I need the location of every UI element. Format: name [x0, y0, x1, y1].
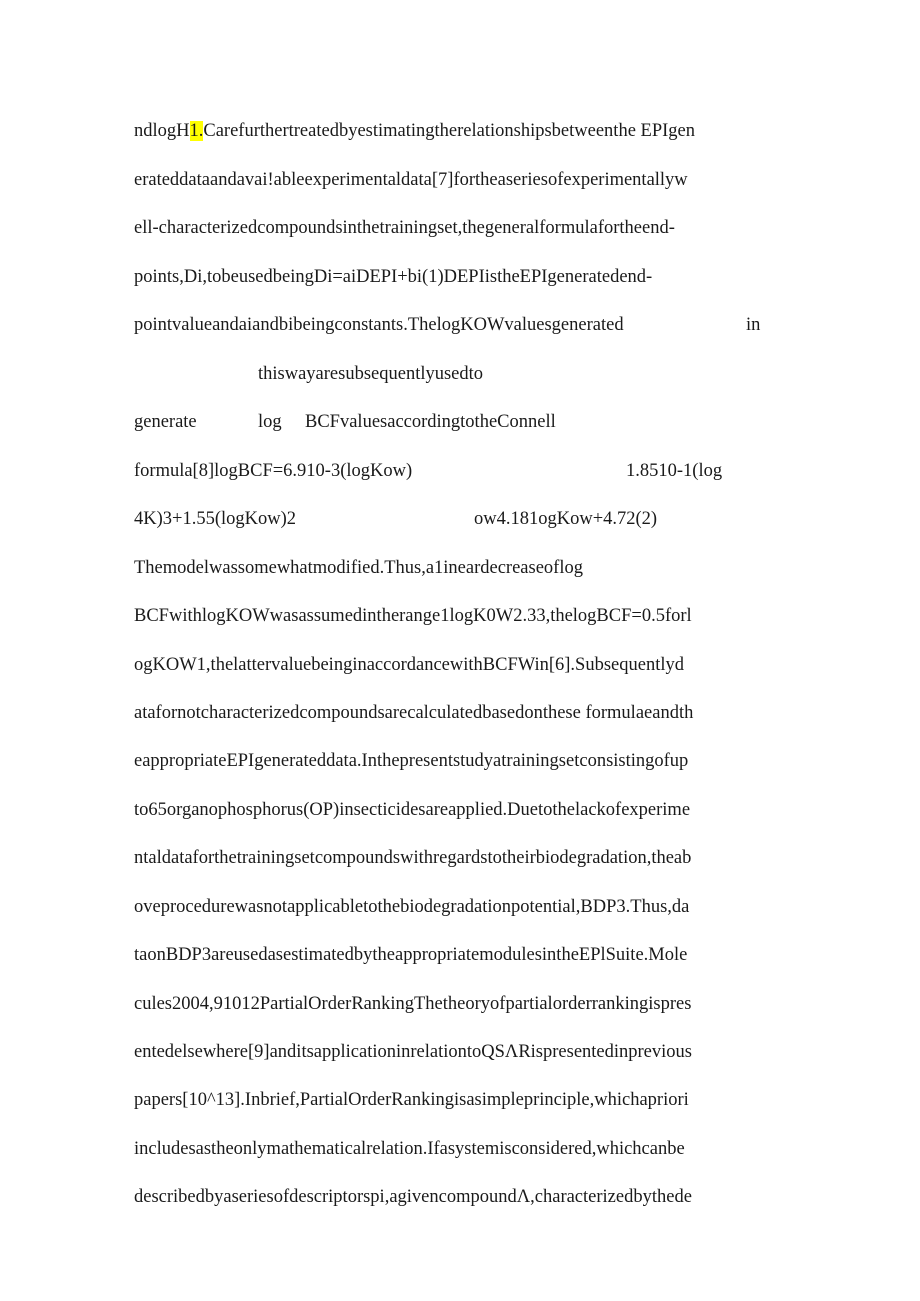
text-line: [134, 118, 695, 144]
text-line: eappropriateEPIgenerateddata.Inthepresentstudyatrainingsetconsistingofup: [134, 751, 689, 771]
text-fragment: formula[8]logBCF=6.910-3(logKow): [134, 461, 413, 481]
text-fragment: ow4.181ogKow+4.72(2): [474, 509, 658, 529]
highlighted-text: 1.: [189, 121, 204, 141]
text-line: BCFwithlogKOWwasassumedintherange1logK0W2.33,thelogBCF=0.5forl: [134, 606, 692, 626]
text-fragment: generate: [134, 412, 197, 432]
text-line: oveprocedurewasnotapplicabletothebiodegradationpotential,BDP3.Thus,da: [134, 897, 690, 917]
text-line: ogKOW1,thelattervaluebeinginaccordancewithBCFWin[6].Subsequentlyd: [134, 655, 684, 675]
text-line: to65organophosphorus(OP)insecticidesareapplied.Duetothelackofexperime: [134, 800, 691, 820]
text-line: ntaldataforthetrainingsetcompoundswithregardstotheirbiodegradation,theab: [134, 848, 692, 868]
text-line: [134, 458, 723, 484]
text-line: ell-characterizedcompoundsinthetrainingset,thegeneralformulafortheend-: [134, 218, 675, 238]
text-line: [134, 506, 658, 532]
text-fragment: 1.8510-1(log: [626, 461, 723, 481]
text-fragment: 4K)3+1.55(logKow)2: [134, 509, 297, 529]
text-fragment: BCFvaluesaccordingtotheConnell: [305, 412, 556, 432]
text-line: taonBDP3areusedasestimatedbytheappropriatemodulesintheEPlSuite.Mole: [134, 945, 688, 965]
text-line: includesastheonlymathematicalrelation.Ifasystemisconsidered,whichcanbe: [134, 1139, 685, 1159]
text-line: points,Di,tobeusedbeingDi=aiDEPI+bi(1)DEPIistheEPIgeneratedend-: [134, 267, 653, 287]
text-line: [134, 409, 556, 435]
text-line: Themodelwassomewhatmodified.Thus,a1ineardecreaseoflog: [134, 558, 583, 578]
text-line: describedbyaseriesofdescriptorspi,agivencompoundΛ,characterizedbythede: [134, 1187, 692, 1207]
text-line: erateddataandavai!ableexperimentaldata[7]fortheaseriesofexperimentallyw: [134, 170, 688, 190]
text-fragment: in: [746, 315, 761, 335]
text-line: cules2004,91012PartialOrderRankingThetheoryofpartialorderrankingispres: [134, 994, 692, 1014]
text-line: thiswayaresubsequentlyusedto: [258, 364, 484, 384]
text-fragment: Carefurthertreatedbyestimatingtherelationshipsbetweenthe EPIgen: [203, 121, 695, 141]
text-line: atafornotcharacterizedcompoundsarecalculatedbasedonthese formulaeandth: [134, 703, 694, 723]
text-fragment: log: [258, 412, 282, 432]
text-line: entedelsewhere[9]anditsapplicationinrelationtoQSΛRispresentedinprevious: [134, 1042, 692, 1062]
text-line: papers[10^13].Inbrief,PartialOrderRankingisasimpleprinciple,whichapriori: [134, 1090, 689, 1110]
text-fragment: pointvalueandaiandbibeingconstants.ThelogKOWvaluesgenerated: [134, 315, 624, 335]
text-line: [134, 312, 761, 338]
text-fragment: ndlogH: [134, 121, 190, 141]
